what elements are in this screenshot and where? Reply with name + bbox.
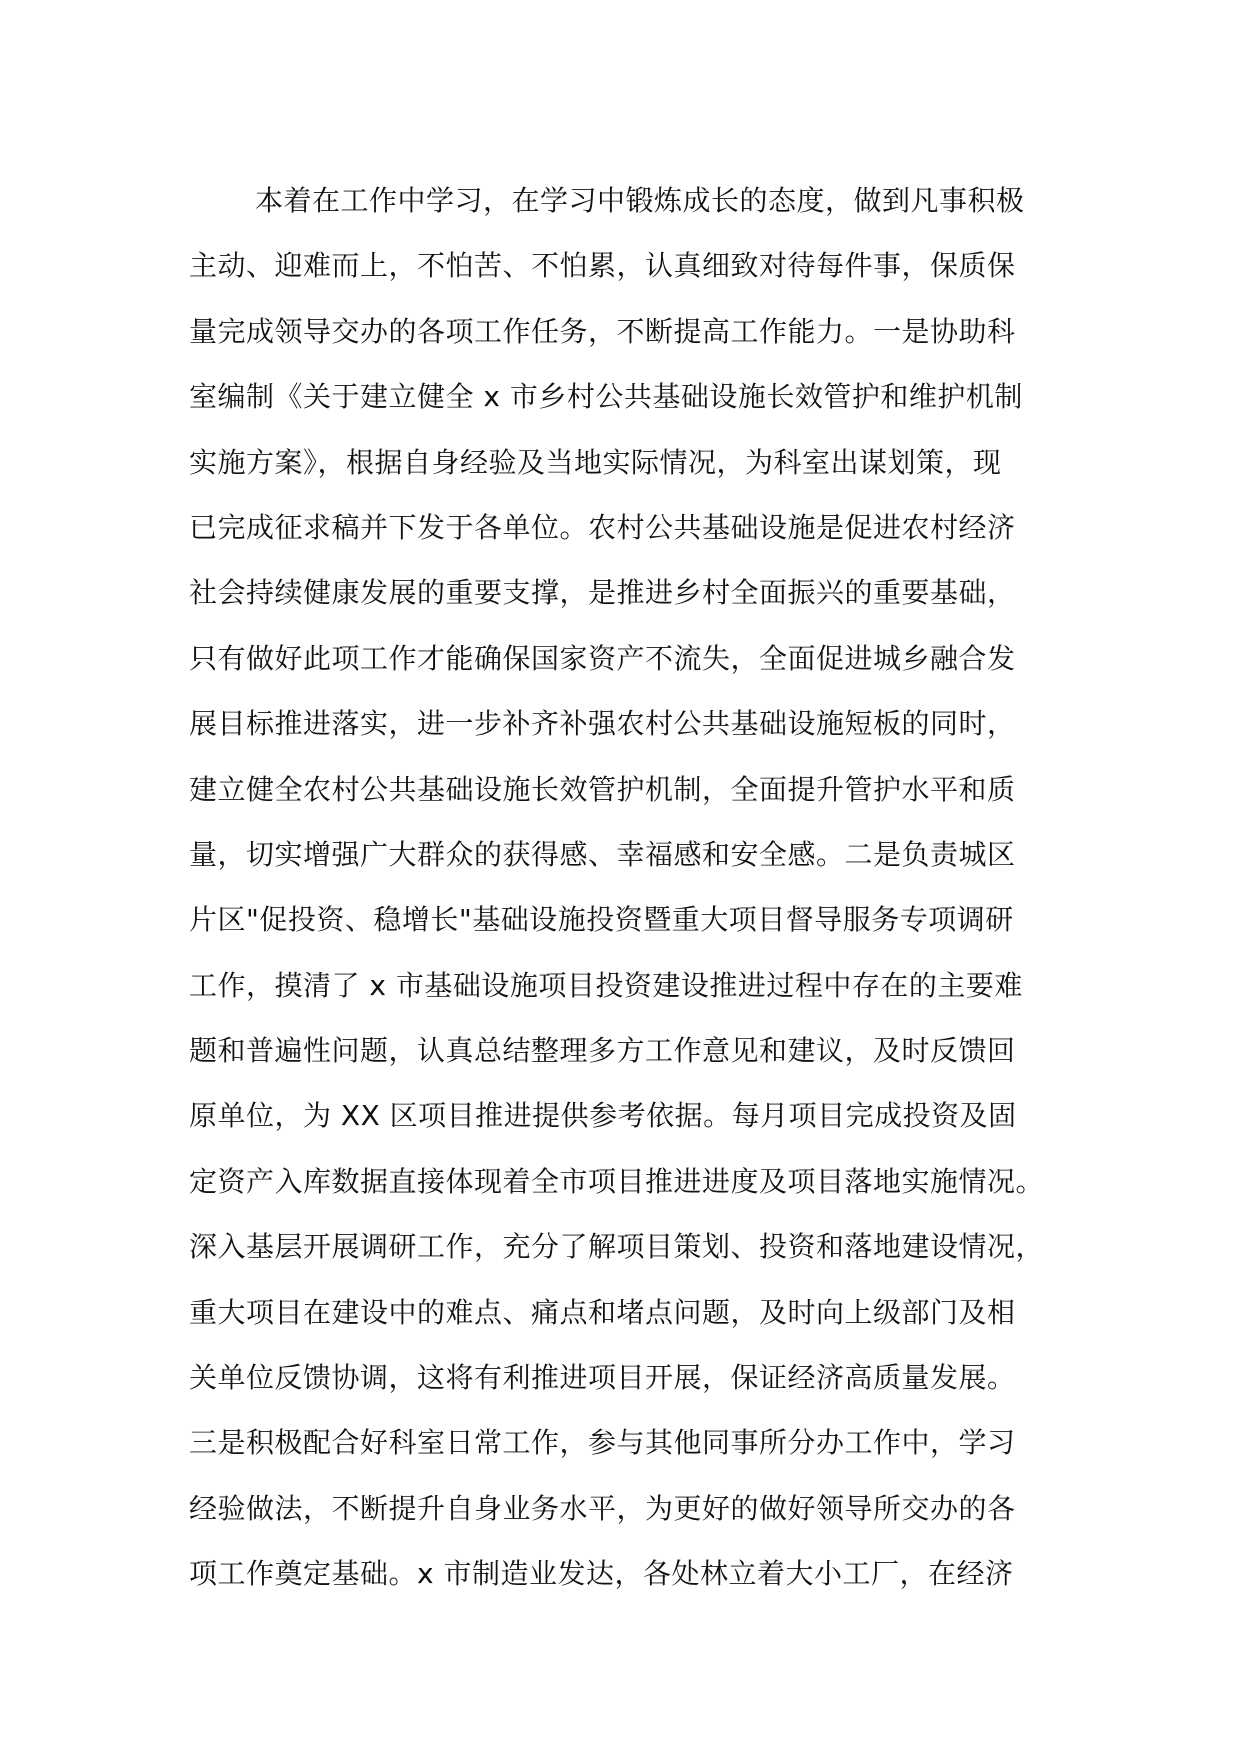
- text-line: 实施方案》，根据自身经验及当地实际情况，为科室出谋划策，现: [189, 445, 1002, 479]
- text-line: 展目标推进落实，进一步补齐补强农村公共基础设施短板的同时，: [189, 707, 1016, 741]
- text-line: 已完成征求稿并下发于各单位。农村公共基础设施是促进农村经济: [189, 510, 1016, 544]
- text-line: 建立健全农村公共基础设施长效管护机制，全面提升管护水平和质: [189, 772, 1016, 806]
- text-line: 社会持续健康发展的重要支撑，是推进乡村全面振兴的重要基础，: [189, 576, 1016, 610]
- text-line: 原单位，为 XX 区项目推进提供参考依据。每月项目完成投资及固: [189, 1099, 1017, 1133]
- text-line: 主动、迎难而上，不怕苦、不怕累，认真细致对待每件事，保质保: [189, 249, 1016, 283]
- text-line: 经验做法，不断提升自身业务水平，为更好的做好领导所交办的各: [189, 1491, 1016, 1525]
- text-line: 量，切实增强广大群众的获得感、幸福感和安全感。二是负责城区: [189, 837, 1016, 871]
- body-paragraph: [189, 168, 1089, 1607]
- text-line: 重大项目在建设中的难点、痛点和堵点问题，及时向上级部门及相: [189, 1295, 1016, 1329]
- text-line: 室编制《关于建立健全 x 市乡村公共基础设施长效管护和维护机制: [189, 380, 1023, 414]
- text-line: 片区"促投资、稳增长"基础设施投资暨重大项目督导服务专项调研: [189, 903, 1014, 937]
- text-line: 关单位反馈协调，这将有利推进项目开展，保证经济高质量发展。: [189, 1361, 1016, 1395]
- text-line: 三是积极配合好科室日常工作，参与其他同事所分办工作中，学习: [189, 1426, 1016, 1460]
- text-line: 项工作奠定基础。x 市制造业发达，各处林立着大小工厂，在经济: [189, 1557, 1014, 1591]
- text-line: 工作，摸清了 x 市基础设施项目投资建设推进过程中存在的主要难: [189, 968, 1023, 1002]
- text-line: 只有做好此项工作才能确保国家资产不流失，全面促进城乡融合发: [189, 641, 1016, 675]
- text-line: 题和普遍性问题，认真总结整理多方工作意见和建议，及时反馈回: [189, 1034, 1016, 1068]
- text-line: 深入基层开展调研工作，充分了解项目策划、投资和落地建设情况，: [189, 1230, 1045, 1264]
- text-line: 定资产入库数据直接体现着全市项目推进进度及项目落地实施情况。: [189, 1164, 1045, 1198]
- text-line: 本着在工作中学习，在学习中锻炼成长的态度，做到凡事积极: [255, 184, 1025, 217]
- text-line: 量完成领导交办的各项工作任务，不断提高工作能力。一是协助科: [189, 314, 1016, 348]
